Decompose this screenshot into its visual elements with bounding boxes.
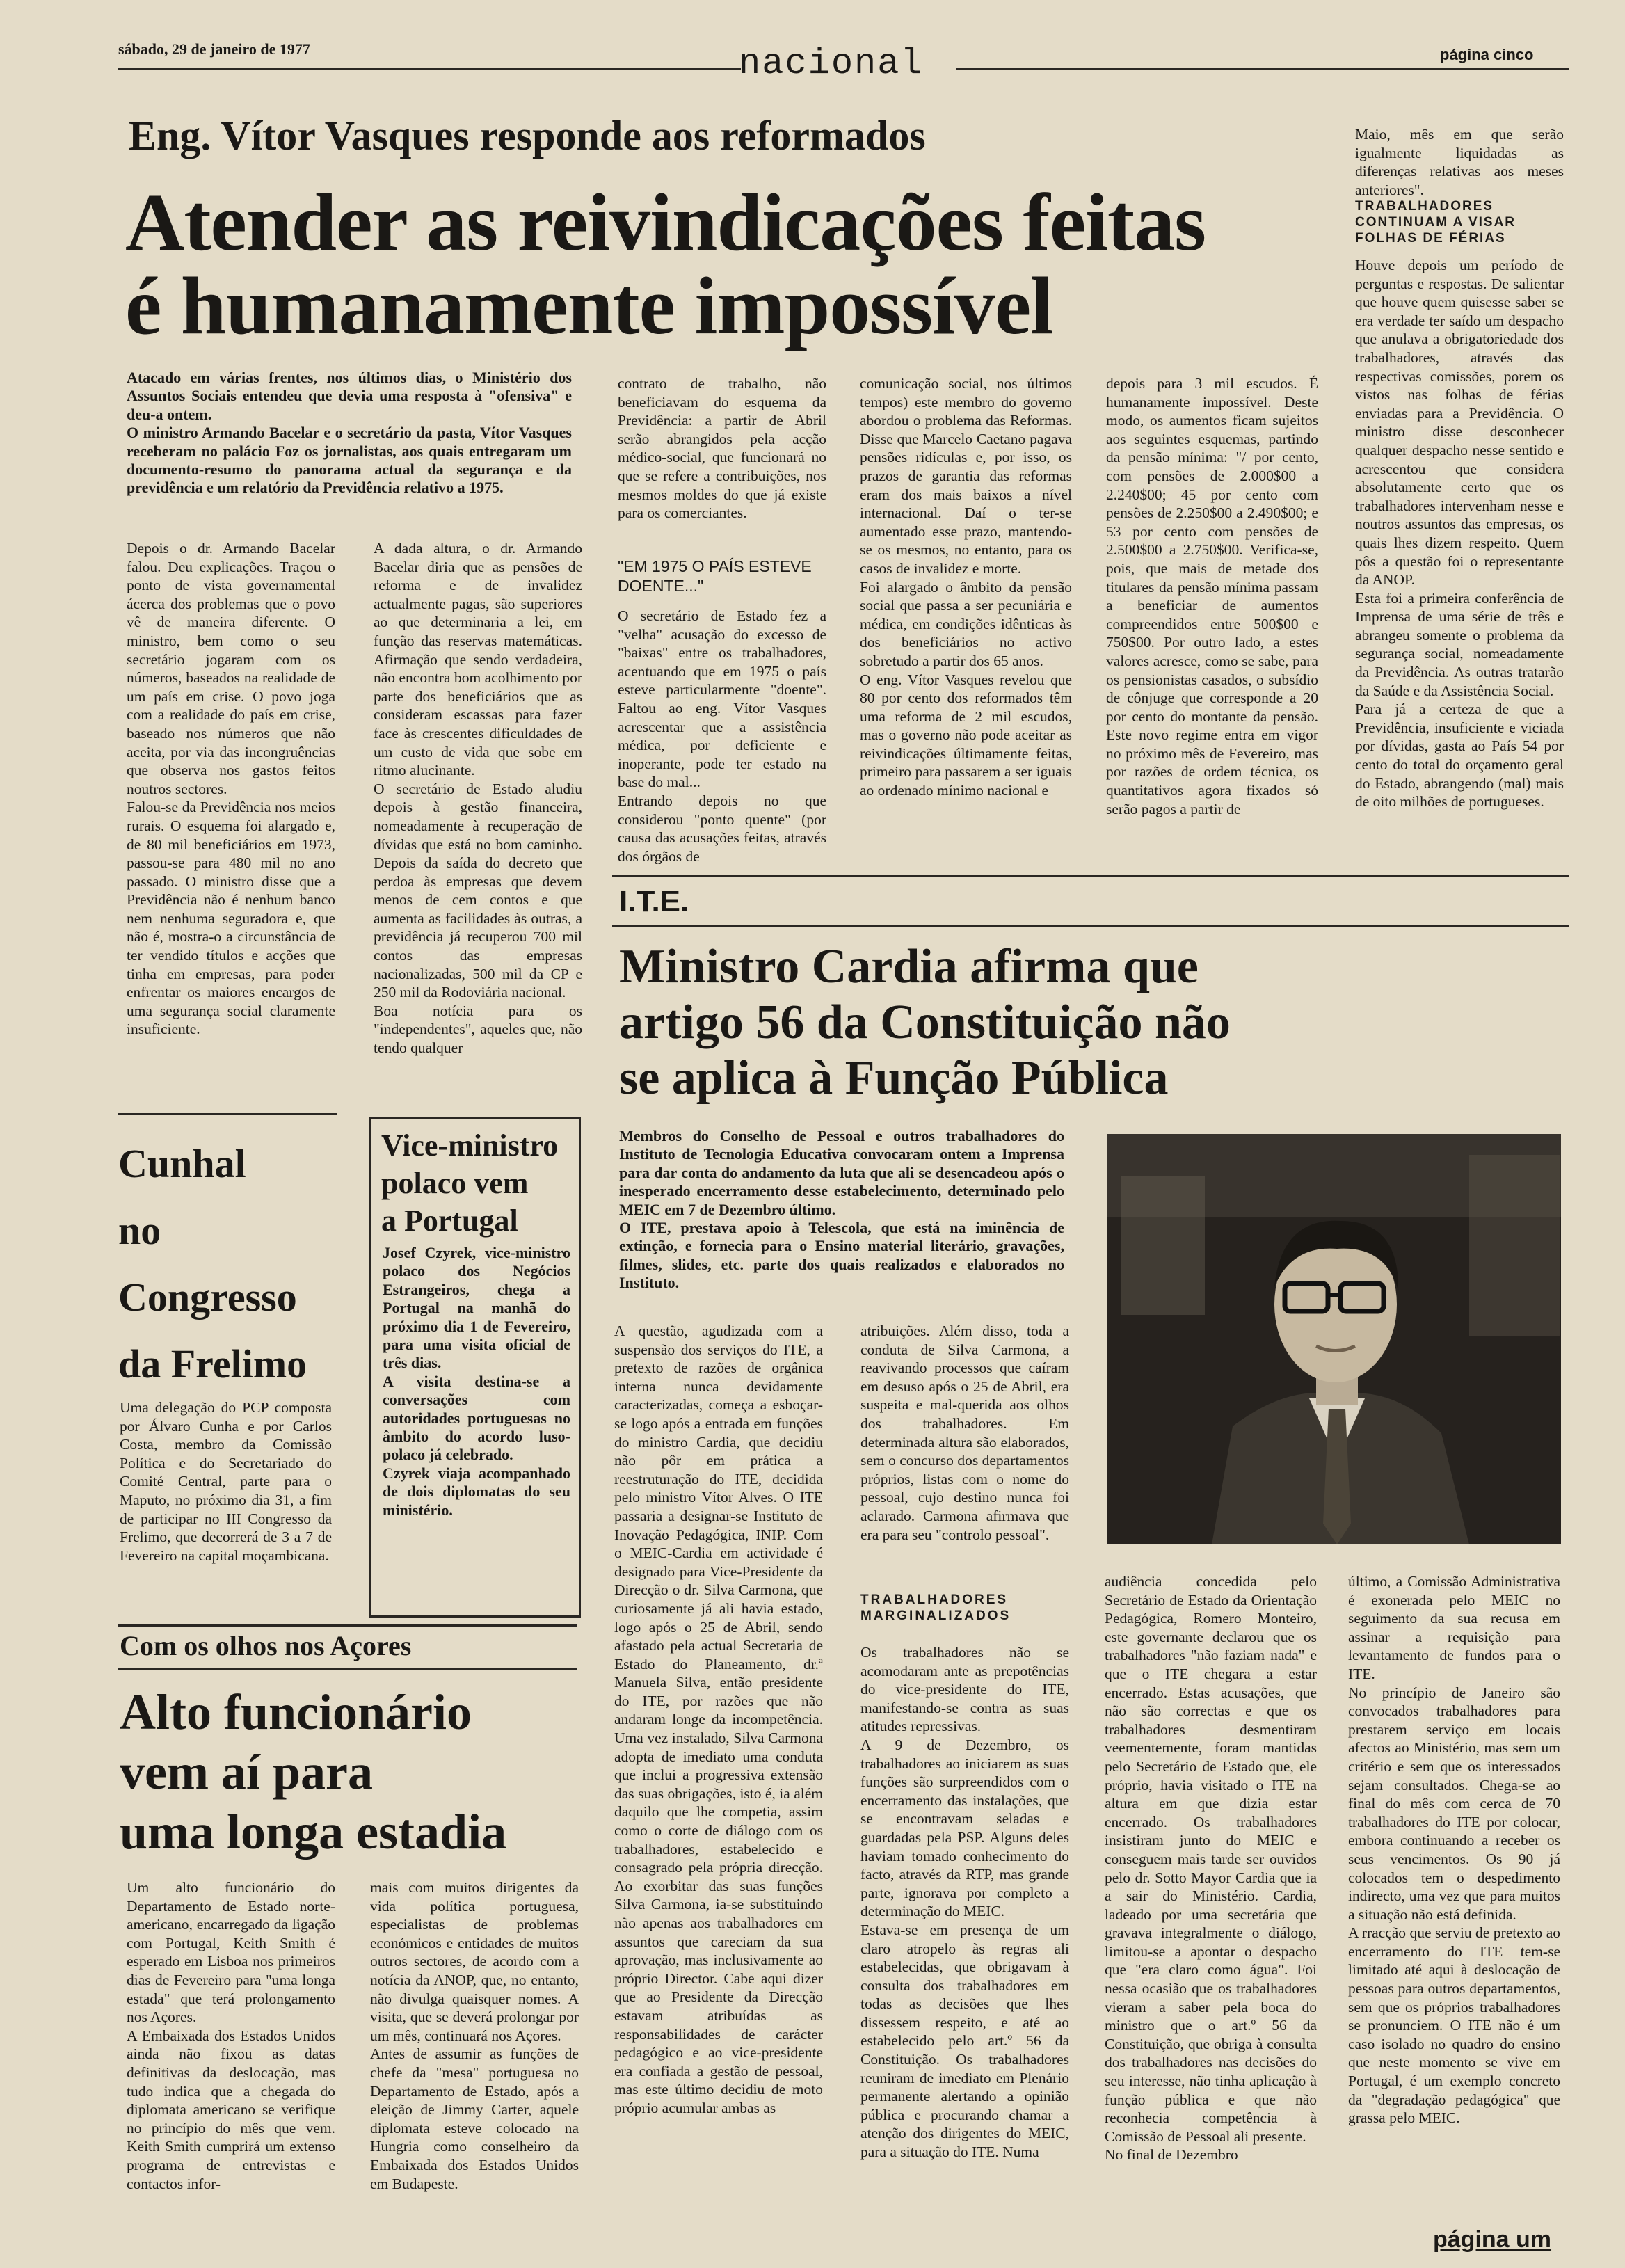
- lead-intro: Atacado em várias frentes, nos últimos dias, o Ministério dos Assuntos Sociais entendeu que devia uma resposta à "ofensiva" e deu-a ontem. O ministro Armando Bacelar e o secretário da pasta, Vítor Vasques receberam no palácio Foz os jornalistas, aos quais entregaram um documento-resumo do panorama actual da segurança e da previdência e um relatório da Previdência relativo a 1975.: [127, 369, 572, 497]
- page-number: página cinco: [1440, 46, 1534, 63]
- acores-top-rule: [118, 1624, 577, 1627]
- acores-headline: Alto funcionário vem aí para uma longa estadia: [120, 1684, 507, 1860]
- lead-col3-subhead: "EM 1975 O PAÍS ESTEVE DOENTE...": [618, 557, 812, 595]
- ite-col4: último, a Comissão Administrativa é exonerada pelo MEIC no seguimento da sua recusa em assinar a requisição para levantamento de fundos para o ITE. No princípio de Janeiro são convocados trabalhadores para prestarem serviço em locais afectos ao Ministério, mas sem um critério e sem que os interessados sejam consultados. Chega-se ao final do mês com cerca de 70 trabalhadores do ITE por colocar, embora continuando a receber os seus vencimentos. Os 90 já colocados tem o despedimento indirecto, uma vez que para muitos a situação não está definida. A rracção que serviu de pretexto ao encerramento do ITE tem-se limitado até aqui à deslocação de pessoas para outros departamentos, sem que os próprios trabalhadores se pronunciem. O ITE não é um caso isolado no quadro do ensino que neste momento se vive em Portugal, é um exemplo concreto da "degradação pedagógica" que grassa pelo MEIC.: [1348, 1573, 1560, 2127]
- masthead-rule-right: [956, 68, 1569, 70]
- lead-col6b: Houve depois um período de perguntas e respostas. De salientar que houve quem quisesse saber se era verdade ter saído um despacho que anulava a obrigatoriedade dos trabalhadores, através das respectivas comissões, porem os vistos nas folhas de férias enviadas para a Previdência. O ministro disse desconhecer qualquer despacho nesse sentido e acrescentou que considera absolutamente certo que os trabalhadores intervenham nesse e noutros assuntos das empresas, os quais lhes dizem respeito. Quem pôs a questão foi o representante da ANOP. Esta foi a primeira conferência de Imprensa de uma série de três e abrangeu somente o problema da segurança social, nomeadamente da Previdência. As outras tratarão da Saúde e da Assistência Social. Para já a certeza de que a Previdência, insuficiente e viciada por dívidas, gasta ao País 54 por cento do total do orçamento geral do Estado, abrangendo (mal) mais de oito milhões de portugueses.: [1355, 257, 1564, 810]
- acores-col1: Um alto funcionário do Departamento de Estado norte-americano, encarregado da ligação com Portugal, Keith Smith é esperado em Lisboa nos primeiros dias de Fevereiro para "uma longa estada" que terá prolongamento nos Açores. A Embaixada dos Estados Unidos ainda não fixou as datas definitivas da deslocação, mas tudo indica que a chegada do diplomata americano se verifique no princípio do mês que vem. Keith Smith cumprirá um extenso programa de entrevistas e contactos infor-: [127, 1879, 335, 2192]
- lead-headline-line1: Atender as reivindicações feitas: [125, 177, 1206, 268]
- lead-col3a: contrato de trabalho, não beneficiavam do esquema da Previdência: a partir de Abril serão abrangidos pela acção médico-social, que funcionará no que se refere a contribuições, nos mesmos moldes do que já existe para os comerciantes.: [618, 375, 826, 522]
- continued-page-link: página um: [1433, 2226, 1552, 2253]
- lead-col1: Depois o dr. Armando Bacelar falou. Deu explicações. Traçou o ponto de vista governamental ácerca dos problemas que o povo vê de maneira diferente. O ministro, bem como o seu secretário jogaram com os números, baseados na realidade de um país em crise. O povo joga com a realidade do país em crise, baseado nos números que não aceita, por via das incongruências que observa nos gastos feitos noutros sectores. Falou-se da Previdência nos meios rurais. O esquema foi alargado e, de 80 mil beneficiários em 1973, passou-se para 480 mil no ano passado. O ministro disse que a Previdência não é nenhum banco nem nenhuma seguradora e, que não é, mostra-o a circunstância de ter vendido títulos e acções que tinha em empresas, para poder enfrentar os maiores encargos de uma segurança social claramente insuficiente.: [127, 540, 335, 1038]
- lead-col3b: O secretário de Estado fez a "velha" acusação do excesso de "baixas" entre os trabalhadores, acentuando que em 1975 o país esteve particularmente "doente". Faltou ao eng. Vítor Vasques acrescentar que a assistência médica, por deficiente e inoperante, pode ter estado na base do mal... Entrando depois no que considerou "ponto quente" (por causa das acusações feitas, através dos órgãos de: [618, 607, 826, 864]
- ite-col2a: atribuições. Além disso, toda a conduta de Silva Carmona, a reavivando processos que caíram em desuso após o 25 de Abril, era suspeita e mal-querida aos olhos dos trabalhadores. Em determinada altura são elaborados, sem o concurso dos departamentos próprios, listas com o nome do pessoal, cujo destino nunca foi aclarado. Carmona afirmava que era para seu "controlo pessoal".: [860, 1323, 1069, 1543]
- lead-headline-line2: é humanamente impossível: [125, 260, 1052, 351]
- lead-bottom-rule: [612, 875, 1569, 877]
- ite-headline: Ministro Cardia afirma que artigo 56 da Constituição não se aplica à Função Pública: [619, 940, 1231, 1105]
- cunhal-body: Uma delegação do PCP composta por Álvaro Cunha e por Carlos Costa, membro da Comissão Política e do Secretariado do Comité Central, parte para o Maputo, no próximo dia 31, a fim de participar no III Congresso da Frelimo, que decorrerá de 3 a 7 de Fevereiro na capital moçambicana.: [120, 1399, 332, 1564]
- ite-intro: Membros do Conselho de Pessoal e outros trabalhadores do Instituto de Tecnologia Educativa convocaram ontem a Imprensa para dar conta do andamento da luta que ali se desencadeou após o inesperado encerramento desse estabelecimento, determinado pelo MEIC em 7 de Dezembro último. O ITE, prestava apoio à Telescola, que está na iminência de extinção, e fornecia para o Ensino material literário, gravações, filmes, slides, etc. parte dos quais realizados e elaborados no Instituto.: [619, 1127, 1064, 1292]
- lead-col6a: Maio, mês em que serão igualmente liquidadas as diferenças relativas aos meses anteriores".: [1355, 126, 1564, 198]
- lead-col2: A dada altura, o dr. Armando Bacelar diria que as pensões de reforma e de invalidez actualmente pagas, são superiores ao que determinaria a lei, em função das reservas matemáticas. Afirmação que sendo verdadeira, não encontra bom acolhimento por parte dos beneficiários que as consideram escassas para fazer face às crescentes dificuldades de um custo de vida que sobe em ritmo alucinante. O secretário de Estado aludiu depois à gestão financeira, nomeadamente à recuperação de dívidas que está no bom caminho. Depois da saída do decreto que perdoa às empresas que devem menos de cem contos e que aumenta as facilidades às outras, a previdência já recuperou 700 mil contos das empresas nacionalizadas, 500 mil da CP e 250 mil da Rodoviária nacional. Boa notícia para os "independentes", aqueles que, não tendo qualquer: [374, 540, 582, 1057]
- masthead-rule-left: [118, 68, 741, 70]
- vice-body: Josef Czyrek, vice-ministro polaco dos Negócios Estrangeiros, chega a Portugal na manhã do próximo dia 1 de Fevereiro, para uma visita oficial de três dias. A visita destina-se a conversações com autoridades portuguesas no âmbito do acordo luso-polaco já celebrado. Czyrek viaja acompanhado de dois diplomatas do seu ministério.: [383, 1244, 570, 1519]
- section-title: nacional: [739, 43, 924, 84]
- acores-kicker-rule: [118, 1668, 577, 1670]
- portrait-photo: [1107, 1134, 1561, 1544]
- ite-kicker-rule: [612, 925, 1569, 927]
- ite-col3: audiência concedida pelo Secretário de Estado da Orientação Pedagógica, Romero Monteiro, este governante declarou que os trabalhadores "não faziam nada" e que o ITE chegara a estar encerrado. Estas acusações, que não são correctas e que os trabalhadores desmentiram veementemente, foram mantidas pelo Secretário de Estado que, ele próprio, havia visitado o ITE na altura em que dizia estar encerrado. Os trabalhadores insistiram junto do MEIC e conseguem mais tarde ser ouvidos pelo dr. Sotto Mayor Cardia que ia a sair do Ministério. Cardia, ladeado por uma secretária que gravava integralmente o diálogo, limitou-se a apontar o despacho que "era claro como água". Foi nessa ocasião que os trabalhadores vieram a saber pela boca do ministro que o art.º 56 da Constituição, que obriga à consulta dos trabalhadores nas decisões do seu interesse, não tinha aplicação à função pública e que não reconhecia competência à Comissão de Pessoal ali presente. No final de Dezembro: [1105, 1573, 1317, 2164]
- masthead-date: sábado, 29 de janeiro de 1977: [118, 40, 310, 58]
- cunhal-headline: Cunhal no Congresso da Frelimo: [118, 1141, 307, 1387]
- ite-col2-subhead: TRABALHADORES MARGINALIZADOS: [860, 1592, 1011, 1623]
- lead-kicker: Eng. Vítor Vasques responde aos reformados: [129, 113, 926, 159]
- ite-col2b: Os trabalhadores não se acomodaram ante as prepotências do vice-presidente do ITE, manifestando-se contra as suas atitudes repressivas. A 9 de Dezembro, os trabalhadores ao iniciarem as suas funções são surpreendidos com o encerramento das instalações, que se encontravam seladas e guardadas pela PSP. Alguns deles haviam tomado conhecimento do facto, através da RTP, mas grande parte, ignorava por completo a determinação do MEIC. Estava-se em presença de um claro atropelo às regras ali estabelecidas, que obrigavam à consulta dos trabalhadores em todas as decisões que lhes dissessem respeito, e até ao estabelecido pelo art.º 56 da Constituição. Os trabalhadores reuniram de imediato em Plenário permanente alertando a opinião pública e procurando chamar a atenção dos dirigentes do MEIC, para a situação do ITE. Numa: [860, 1644, 1069, 2161]
- vice-headline: Vice-ministro polaco vem a Portugal: [381, 1128, 559, 1238]
- ite-photo: [1107, 1134, 1561, 1544]
- lead-col6-subhead: TRABALHADORES CONTINUAM A VISAR FOLHAS DE FÉRIAS: [1355, 199, 1516, 246]
- acores-col2: mais com muitos dirigentes da vida política portuguesa, especialistas de problemas económicos e entidades de muitos outros sectores, de acordo com a notícia da ANOP, que, no entanto, não divulga quaisquer nomes. A visita, que se deverá prolongar por um mês, continuará nos Açores. Antes de assumir as funções de chefe da "mesa" portuguesa no Departamento de Estado, após a eleição de Jimmy Carter, aquele diplomata esteve colocado na Hungria como conselheiro da Embaixada dos Estados Unidos em Budapeste.: [370, 1879, 579, 2192]
- lead-col5: depois para 3 mil escudos. É humanamente impossível. Deste modo, os aumentos ficam sujeitos aos seguintes esquemas, partindo da pensão mínima: "/ por cento, com pensões de 2.000$00 a 2.240$00; 45 por cento com pensões de 2.250$00 a 2.490$00; e 53 por cento com pensões de 2.500$00 a 2.750$00. Verifica-se, pois, que mais de metade dos titulares da pensão mínima passam a beneficiar de aumentos compreendidos entre 500$00 e 750$00. Por outro lado, a estes valores acresce, como se sabe, para os pensionistas casados, o subsídio de cônjuge que corresponde a 20 por cento do montante da pensão. Este novo regime entra em vigor no próximo mês de Fevereiro, mas por razões de ordem técnica, os quantitativos agora fixados só serão pagos a partir de: [1106, 375, 1318, 817]
- lead-col4: comunicação social, nos últimos tempos) este membro do governo abordou o problema das Reformas. Disse que Marcelo Caetano pagava pensões ridículas e, por isso, os prazos de garantia das reformas eram dos mais baixos a nível internacional. Daí o ter-se aumentado esse prazo, mantendo-se os mesmos, no entanto, para os casos de invalidez e morte. Foi alargado o âmbito da pensão social que passa a ser pecuniária e médica, em condições idênticas às dos beneficiários no activo sobretudo a partir dos 65 anos. O eng. Vítor Vasques revelou que 80 por cento dos reformados têm uma reforma de 2 mil escudos, mas o governo não pode aceitar as reivindicações últimamente feitas, primeiro para passarem a ser iguais ao ordenado mínimo nacional e: [860, 375, 1072, 799]
- acores-kicker: Com os olhos nos Açores: [120, 1630, 412, 1661]
- ite-kicker: I.T.E.: [619, 884, 689, 918]
- ite-col1: A questão, agudizada com a suspensão dos serviços do ITE, a pretexto de razões de orgânica interna nunca devidamente caracterizadas, começa a esboçar-se logo após a entrada em funções do ministro Cardia, que decidiu não pôr em prática a reestruturação do ITE, decidida pelo ministro Vítor Alves. O ITE passaria a designar-se Instituto de Inovação Pedagógica, INIP. Com o MEIC-Cardia em actividade é designado para Vice-Presidente da Direcção o dr. Silva Carmona, que curiosamente já ali havia estado, logo após o 25 de Abril, sendo afastado pela actual Secretaria de Estado do Planeamento, dr.ª Manuela Silva, então presidente do ITE, por razões que não andaram longe da incompetência. Uma vez instalado, Silva Carmona adopta de imediato uma conduta que inclui a progressiva extensão das suas obrigações, isto é, ia além daquilo que lhe competia, assim como o corte de diálogo com os trabalhadores, estabelecido e consagrado pela própria direcção. Ao exorbitar das suas funções Silva Carmona, ia-se substituindo não apenas aos trabalhadores em assuntos que careciam da sua aprovação, mas inclusivamente ao próprio Director. Cabe aqui dizer que ao Presidente da Direcção estavam atribuídas as responsabilidades de carácter pedagógico e ao vice-presidente era confiada a gestão de pessoal, mas este último decidiu de moto próprio acumular ambas as: [614, 1323, 823, 2116]
- cunhal-top-rule: [118, 1113, 337, 1115]
